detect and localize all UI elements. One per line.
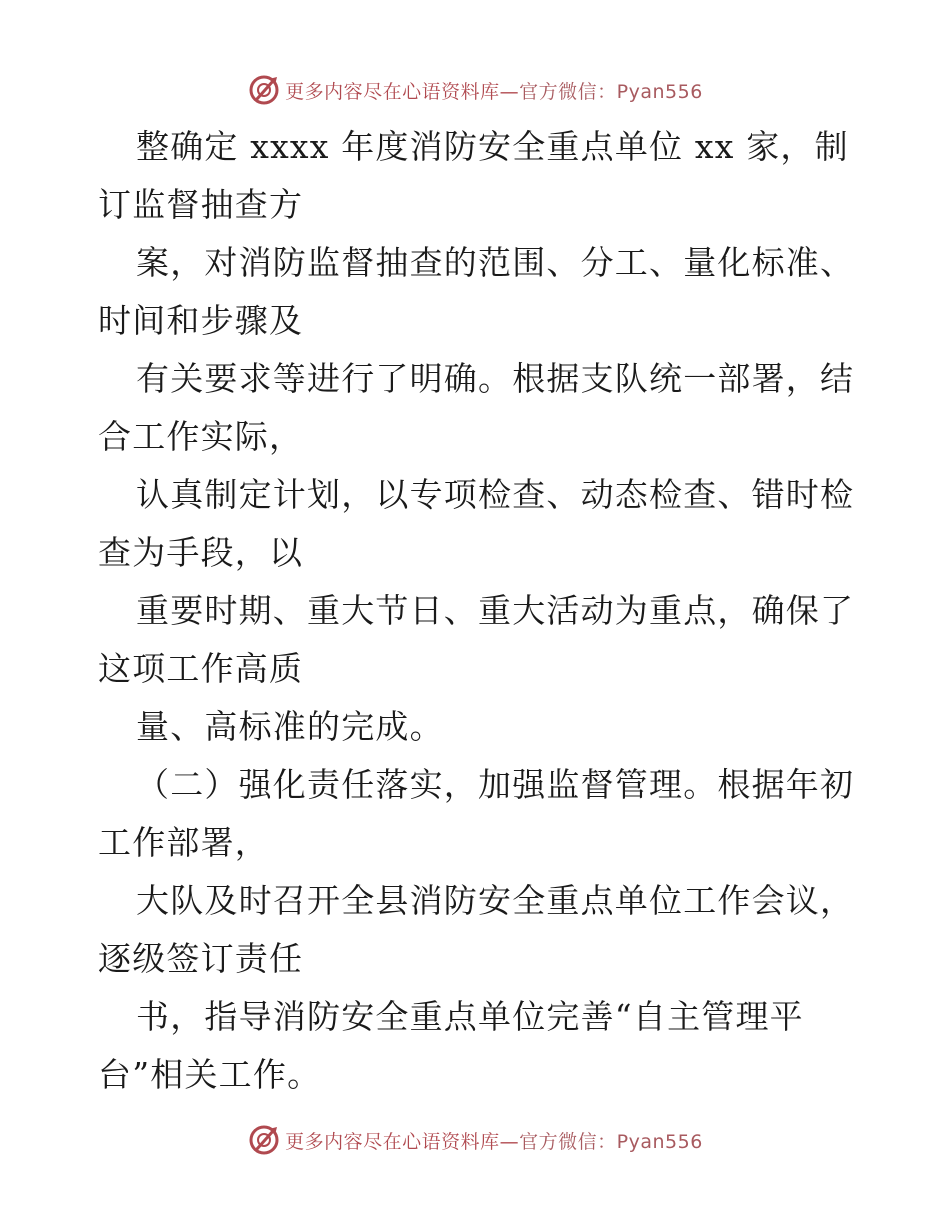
- header-banner: [0, 70, 950, 110]
- header-dash: —: [499, 80, 520, 103]
- text-line: 台”相关工作。: [98, 1055, 322, 1094]
- text-line: 整确定 xxxx 年度消防安全重点单位 xx 家，制: [136, 127, 849, 166]
- footer-dash: —: [499, 1130, 520, 1153]
- footer-text: [285, 1127, 703, 1154]
- text-line: 合工作实际，: [98, 417, 304, 456]
- text-line: 查为手段，以: [98, 533, 304, 572]
- text-line: 书，指导消防安全重点单位完善“自主管理平: [136, 997, 804, 1036]
- logo-icon: [247, 73, 281, 107]
- logo-icon: [247, 1123, 281, 1157]
- text-line: 订监督抽查方: [98, 185, 304, 224]
- header-brand: 更多内容尽在心语资料库: [285, 80, 500, 103]
- text-line: （二）强化责任落实，加强监督管理。根据年初: [136, 765, 855, 804]
- header-text: [285, 77, 703, 104]
- text-line: 这项工作高质: [98, 649, 304, 688]
- text-line: 工作部署，: [98, 823, 269, 862]
- footer-brand: 更多内容尽在心语资料库: [285, 1130, 500, 1153]
- text-line: 重要时期、重大节日、重大活动为重点，确保了: [136, 591, 855, 630]
- text-line: 逐级签订责任: [98, 939, 304, 978]
- text-line: 认真制定计划，以专项检查、动态检查、错时检: [136, 475, 855, 514]
- body-text: [98, 118, 858, 1104]
- header-wechat: 官方微信：Pyan556: [519, 80, 703, 103]
- text-line: 有关要求等进行了明确。根据支队统一部署，结: [136, 359, 855, 398]
- text-line: 大队及时召开全县消防安全重点单位工作会议，: [136, 881, 855, 920]
- text-line: 量、高标准的完成。: [136, 707, 444, 746]
- text-line: 案，对消防监督抽查的范围、分工、量化标准、: [136, 243, 855, 282]
- text-line: 时间和步骤及: [98, 301, 304, 340]
- footer-banner: [0, 1120, 950, 1160]
- footer-wechat: 官方微信：Pyan556: [519, 1130, 703, 1153]
